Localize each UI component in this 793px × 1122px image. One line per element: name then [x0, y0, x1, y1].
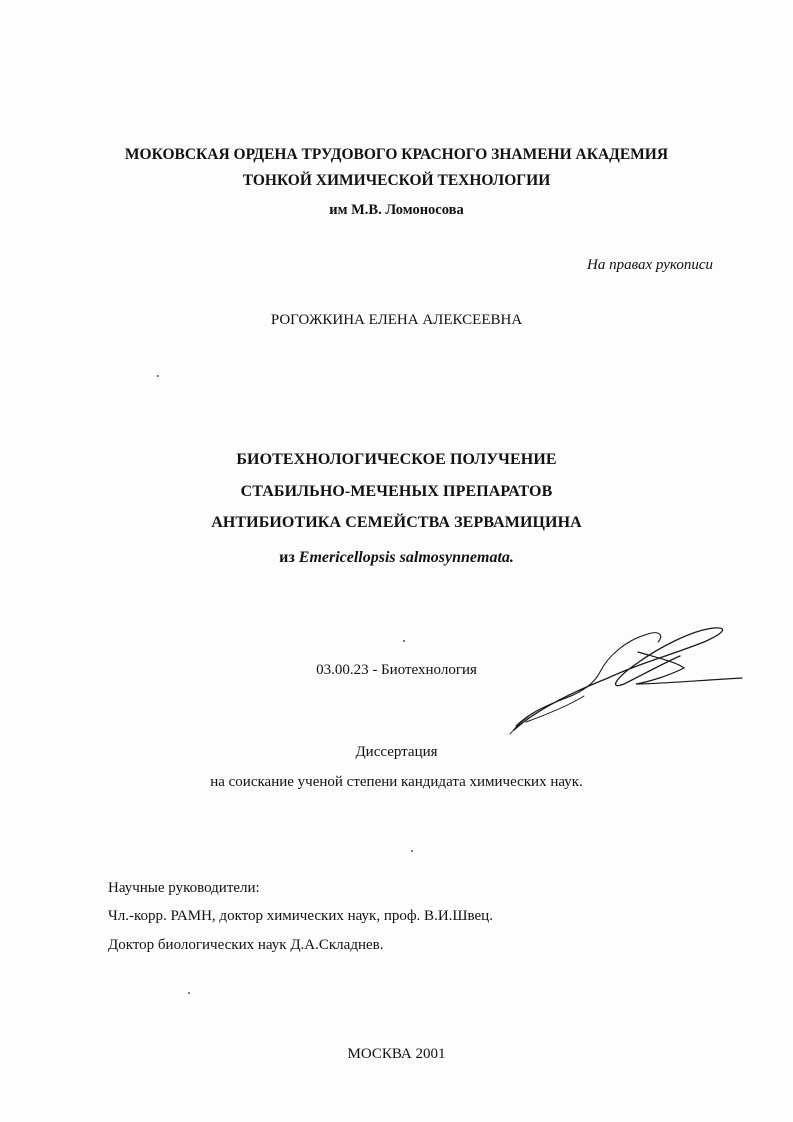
- institution-line-2: ТОНКОЙ ХИМИЧЕСКОЙ ТЕХНОЛОГИИ: [242, 172, 551, 189]
- specialty-code: 03.00.23 - Биотехнология: [316, 662, 477, 678]
- institution-line-3: им М.В. Ломоносова: [329, 202, 464, 218]
- dissertation-label: Диссертация: [355, 744, 438, 760]
- scan-speck: [411, 850, 413, 852]
- title-prefix: из: [279, 549, 299, 566]
- dissertation-degree: на соискание ученой степени кандидата химических наук.: [210, 774, 583, 790]
- supervisor-item: Доктор биологических наук Д.А.Складнев.: [108, 937, 384, 953]
- scan-speck: [188, 992, 190, 994]
- title-line-4: [0, 548, 793, 568]
- scan-speck: [157, 375, 159, 377]
- supervisors-heading: Научные руководители:: [108, 880, 260, 896]
- title-line-2: СТАБИЛЬНО-МЕЧЕНЫХ ПРЕПАРАТОВ: [240, 483, 553, 500]
- scan-speck: [403, 640, 405, 642]
- author-name: РОГОЖКИНА ЕЛЕНА АЛЕКСЕЕВНА: [270, 312, 523, 328]
- supervisor-item: Чл.-корр. РАМН, доктор химических наук, проф. В.И.Швец.: [108, 908, 493, 924]
- institution-line-1: МОКОВСКАЯ ОРДЕНА ТРУДОВОГО КРАСНОГО ЗНАМЕНИ АКАДЕМИЯ: [124, 146, 669, 163]
- signature-image: [508, 612, 748, 740]
- title-line-3: АНТИБИОТИКА СЕМЕЙСТВА ЗЕРВАМИЦИНА: [211, 514, 582, 531]
- manuscript-note: На правах рукописи: [587, 257, 713, 273]
- species-name: Emericellopsis salmosynnemata.: [298, 549, 514, 566]
- title-line-1: БИОТЕХНОЛОГИЧЕСКОЕ ПОЛУЧЕНИЕ: [236, 451, 557, 468]
- city-year: МОСКВА 2001: [347, 1046, 446, 1062]
